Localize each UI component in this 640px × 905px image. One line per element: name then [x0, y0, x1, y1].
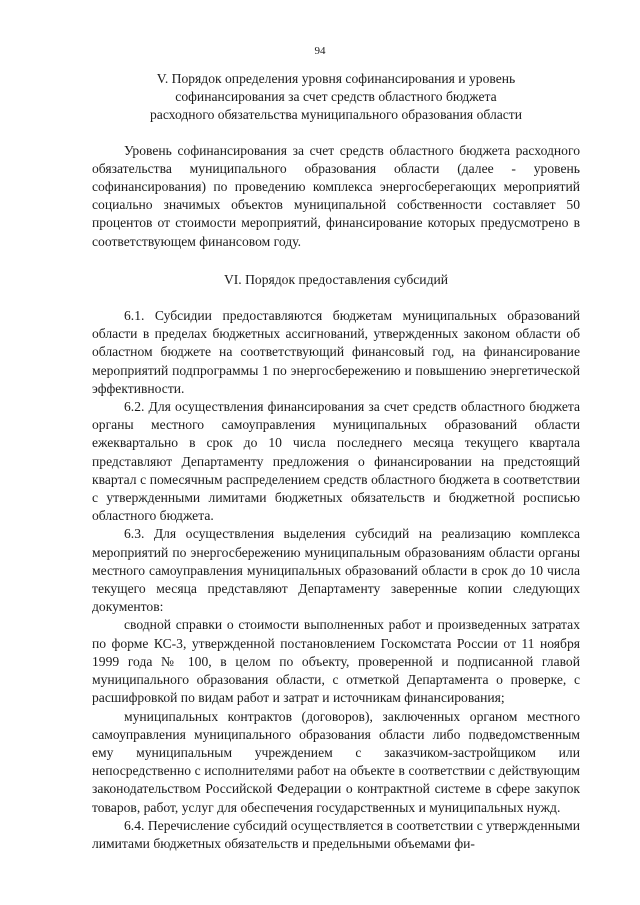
section-5-heading [92, 70, 580, 125]
paragraph-6-4: 6.4. Перечисление субсидий осуществляется в соответствии с утвержденными лимитами бюджетных обязательств и предельными объемами фи- [92, 817, 580, 851]
paragraph-6-1: 6.1. Субсидии предоставляются бюджетам муниципальных образований области в пределах бюджетных ассигнований, утвержденных законом области об областном бюджете на соответствующий финансовый год, на финансирование мероприятий подпрограммы 1 по энергосбережению и повышению энергетической эффективности. [92, 308, 580, 396]
paragraph-6-3-item-ks3: сводной справки о стоимости выполненных работ и произведенных затратах по форме КС-3, утвержденной постановлением Госкомстата России от 11 ноября 1999 года № 100, в целом по объекту, проверенной и подписанной главой муниципального образования области, с отметкой Департамента о проверке, с расшифровкой по видам работ и затрат и источникам финансирования; [92, 617, 580, 706]
document-body [92, 70, 580, 853]
page-number: 94 [314, 45, 326, 57]
section-5-heading-line: V. Порядок определения уровня софинансирования и уровень [156, 71, 516, 86]
section-5-heading-line: расходного обязательства муниципального образования области [149, 107, 523, 123]
section-6-heading: VI. Порядок предоставления субсидий [223, 271, 449, 287]
paragraph-6-3: 6.3. Для осуществления выделения субсидий на реализацию комплекса мероприятий по энергосбережению муниципальным образованиям области органы местного самоуправления муниципальных образований области в срок до 10 числа текущего месяца представляют Департаменту заверенные копии следующих документов: [92, 526, 580, 615]
paragraph-6-2: 6.2. Для осуществления финансирования за счет средств областного бюджета органы местного самоуправления муниципальных образований области ежеквартально в срок до 10 числа последнего месяца текущего квартала представляют Департаменту предложения о финансировании на предстоящий квартал с помесячным распределением средств областного бюджета в соответствии с утвержденными лимитами бюджетных обязательств и бюджетной росписью областного бюджета. [92, 399, 580, 524]
section-5-heading-line: софинансирования за счет средств областного бюджета [175, 89, 497, 105]
paragraph-6-3-item-contracts: муниципальных контрактов (договоров), заключенных органом местного самоуправления муниципального образования области либо подведомственным ему муниципальным учреждением с заказчиком-застройщиком или непосредственно с исполнителями работ на объекте в соответствии с действующим законодательством Российской Федерации о контрактной системе в сфере закупок товаров, работ, услуг для обеспечения государственных и муниципальных нужд. [92, 708, 580, 815]
section-5-paragraph: Уровень софинансирования за счет средств областного бюджета расходного обязательства муниципального образования области (далее - уровень софинансирования) по проведению комплекса энергосберегающих мероприятий социально значимых объектов муниципальной собственности составляет 50 процентов от стоимости мероприятий, финансирование которых предусмотрено в соответствующем финансовом году. [92, 142, 580, 249]
